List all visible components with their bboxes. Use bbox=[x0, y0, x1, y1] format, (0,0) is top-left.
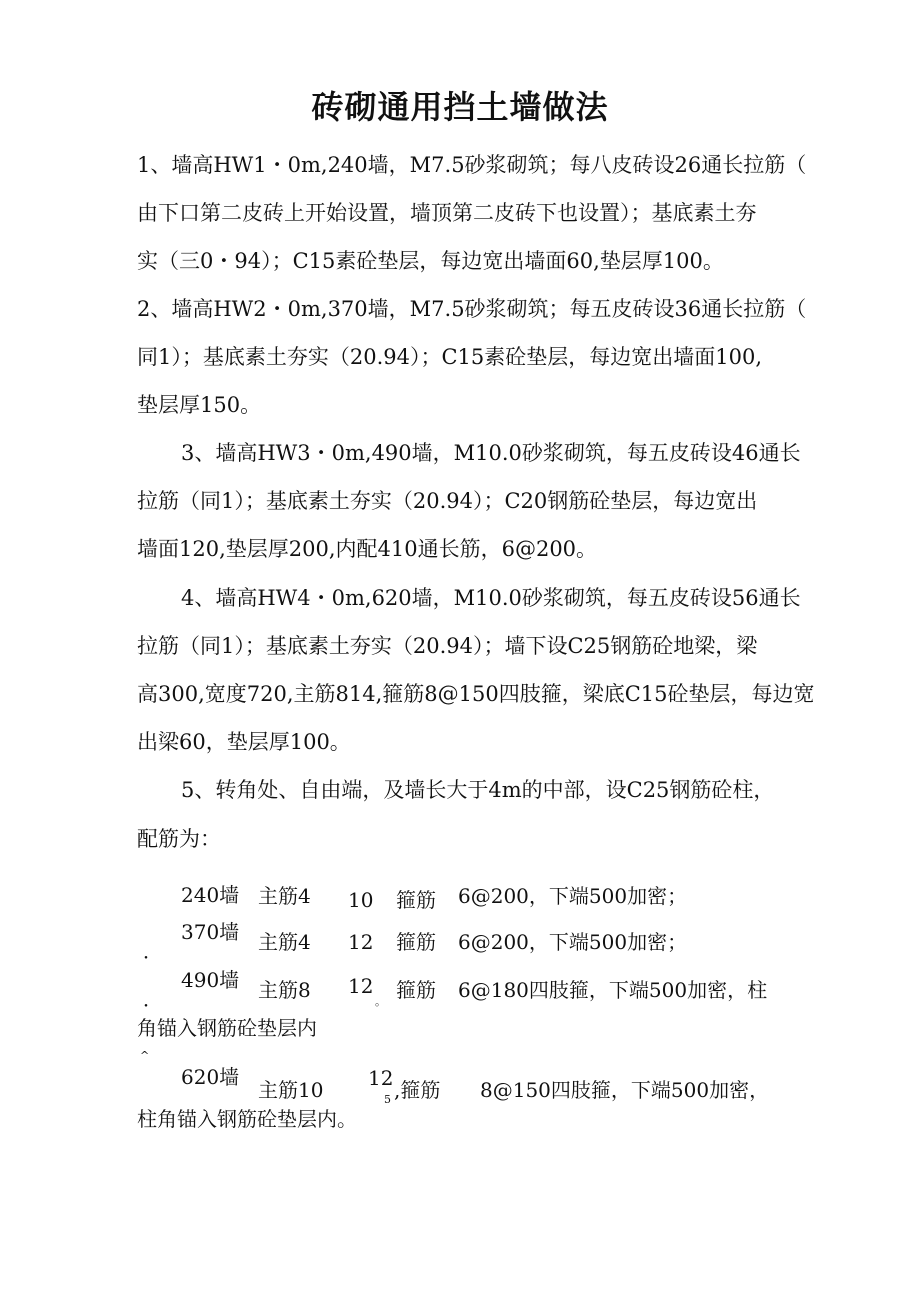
para5-line1: 5、转角处、自由端，及墙长大于4m的中部，设C25钢筋砼柱， bbox=[181, 778, 775, 802]
para3-line2: 拉筋（同1）；基底素土夯实（20.94）；C20钢筋砼垫层，每边宽出 bbox=[137, 489, 758, 513]
row490-wall: 490墙 bbox=[181, 968, 240, 992]
para2-line2: 同1）；基底素土夯实（20.94）；C15素砼垫层，每边宽出墙面100, bbox=[137, 345, 763, 369]
para2-line3: 垫层厚150。 bbox=[137, 393, 262, 417]
para4-line3: 高300,宽度720,主筋814,箍筋8@150四肢箍，梁底C15砼垫层，每边宽 bbox=[137, 682, 815, 706]
para4-line4: 出梁60，垫层厚100。 bbox=[137, 730, 351, 754]
row620-sub: 5 bbox=[384, 1093, 391, 1106]
row490-detail: 6@180四肢箍，下端500加密，柱 bbox=[458, 978, 768, 1002]
para1-line3: 实（三0・94）；C15素砼垫层，每边宽出墙面60,垫层厚100。 bbox=[137, 249, 724, 273]
row370-detail: 6@200，下端500加密； bbox=[458, 930, 688, 954]
row240-wall: 240墙 bbox=[181, 883, 240, 907]
para4-line2: 拉筋（同1）；基底素土夯实（20.94）；墙下设C25钢筋砼地梁，梁 bbox=[137, 634, 758, 658]
para3-line3: 墙面120,垫层厚200,内配410通长筋，6@200。 bbox=[137, 537, 598, 561]
para1-line2: 由下口第二皮砖上开始设置，墙顶第二皮砖下也设置）；基底素土夯 bbox=[137, 201, 757, 225]
para4-line1: 4、墙高HW4・0m,620墙，M10.0砂浆砌筑，每五皮砖设56通长 bbox=[181, 586, 801, 610]
stray-dot-1: ・ bbox=[139, 951, 153, 967]
stray-caret: ^ bbox=[140, 1049, 150, 1062]
row490-sub: 。 bbox=[375, 995, 386, 1008]
row240-stirrup: 箍筋 bbox=[396, 888, 436, 912]
para5-line2: 配筋为： bbox=[137, 827, 221, 851]
para2-line1: 2、墙高HW2・0m,370墙，M7.5砂浆砌筑；每五皮砖设36通长拉筋（ bbox=[137, 297, 807, 321]
row370-wall: 370墙 bbox=[181, 920, 240, 944]
para3-line1: 3、墙高HW3・0m,490墙，M10.0砂浆砌筑，每五皮砖设46通长 bbox=[181, 441, 801, 465]
row490-continuation: 角锚入钢筋砼垫层内 bbox=[137, 1016, 317, 1040]
row490-main: 主筋8 bbox=[258, 978, 311, 1002]
row370-stirrup: 箍筋 bbox=[396, 930, 436, 954]
row240-num: 10 bbox=[348, 888, 374, 912]
row490-stirrup: 箍筋 bbox=[396, 978, 436, 1002]
row370-num: 12 bbox=[348, 930, 374, 954]
row240-detail: 6@200，下端500加密； bbox=[458, 884, 688, 908]
row620-continuation: 柱角锚入钢筋砼垫层内。 bbox=[137, 1107, 357, 1131]
row620-detail: 8@150四肢箍，下端500加密， bbox=[480, 1078, 770, 1102]
row620-main: 主筋10 bbox=[258, 1078, 324, 1102]
row620-num: 12 bbox=[368, 1066, 394, 1090]
row620-wall: 620墙 bbox=[181, 1065, 240, 1089]
row620-stirrup: ,箍筋 bbox=[394, 1078, 441, 1102]
row240-main: 主筋4 bbox=[258, 884, 311, 908]
row490-num: 12 bbox=[348, 974, 374, 998]
row370-main: 主筋4 bbox=[258, 930, 311, 954]
para1-line1: 1、墙高HW1・0m,240墙，M7.5砂浆砌筑；每八皮砖设26通长拉筋（ bbox=[137, 153, 807, 177]
stray-dot-2: ・ bbox=[139, 999, 153, 1015]
document-title: 砖砌通用挡土墙做法 bbox=[311, 88, 609, 126]
